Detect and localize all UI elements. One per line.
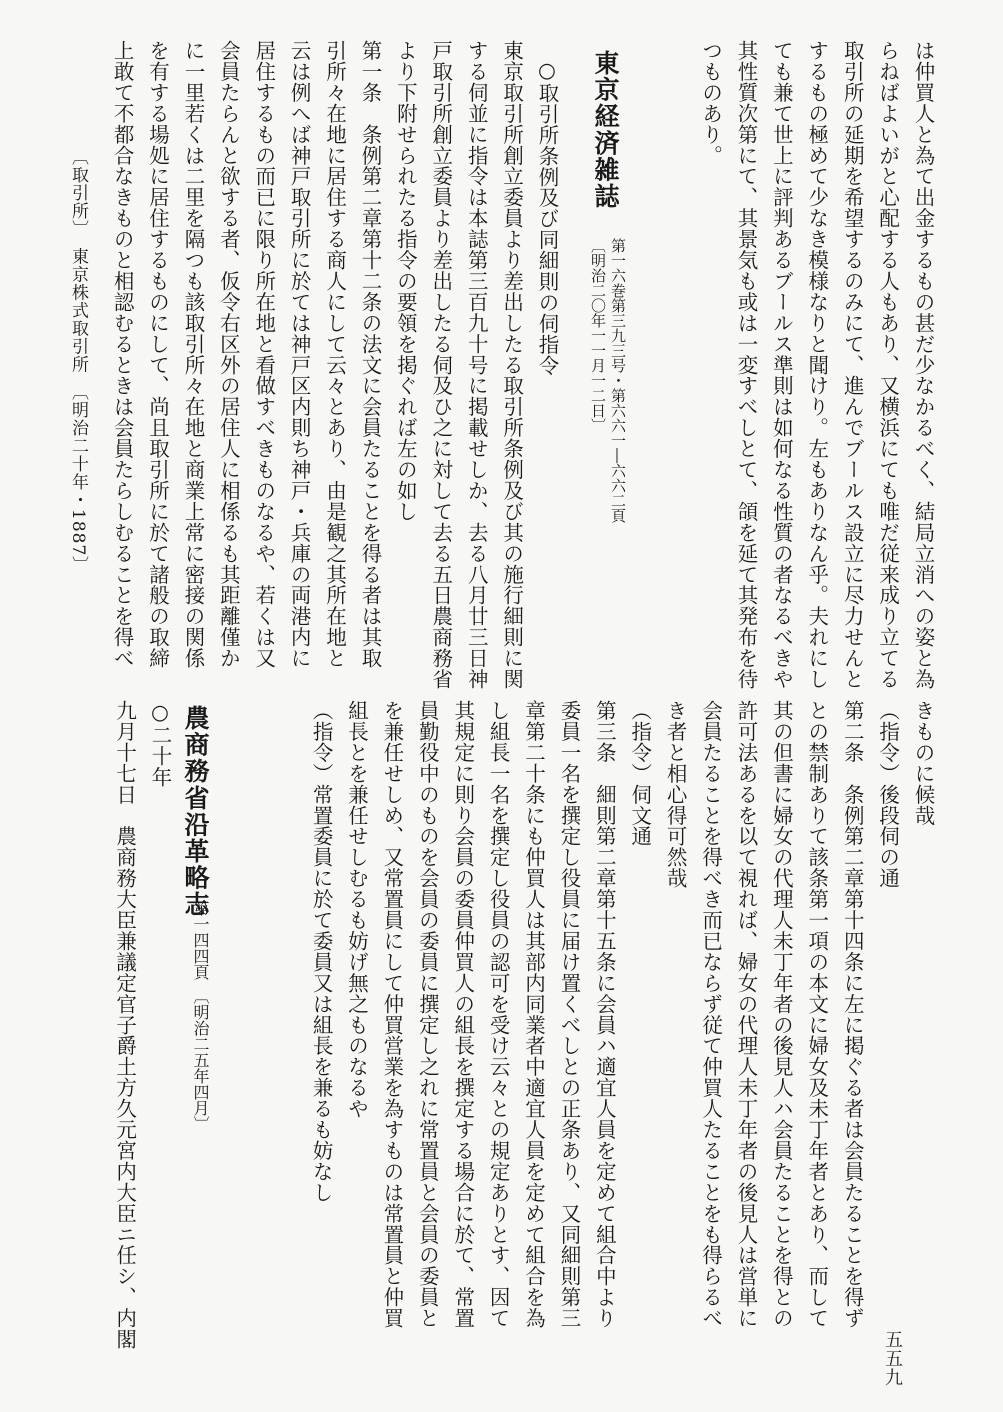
text-line: 其性質次第にて、其景気も或は一変すべしとて、頜を延て其発布を待 — [733, 40, 758, 690]
article-continuation-lower — [260, 700, 940, 1340]
text-line: を有する場処に居住するものにして、尚且取引所に於て諸般の取締 — [145, 40, 170, 669]
text-line: に一里若くは二里を隔つも該取引所々在地と商業上常に密接の関係 — [180, 40, 205, 669]
text-line: し組長一名を撰定し役員の認可を受け云々との規定ありとす、因て — [486, 700, 511, 1329]
text-line: 九月十七日 農商務大臣兼議定官子爵土方久元宮内大臣ニ任シ、内閣 — [112, 700, 137, 1350]
lower-title-text: 農商務省沿革略志 — [181, 705, 210, 918]
text-line: 東京取引所創立委員より差出したる取引所条例及び其の施行細則に関 — [499, 40, 524, 690]
citation-line: 〔明治二〇年一一月一二日〕 — [589, 238, 607, 433]
page-number: 五五九 — [882, 1330, 903, 1387]
text-line: より下附せられたる指令の要領を掲ぐれば左の如し — [393, 40, 418, 522]
text-line: 取引所の延期を希望するのみにて、進んでブールス設立に尽力せんと — [840, 40, 865, 690]
text-line: 委員一名を撰定し役員に届け置くべしとの正条あり、又同細則第三 — [556, 700, 581, 1329]
text-line: 許可法あるを以て視れば、婦女の代理人未丁年者の後見人は営単に — [733, 700, 758, 1329]
article-continuation — [690, 40, 940, 690]
text-line: するもの極めて少なき模様なりと聞けり。左もありなん乎。夫れにし — [804, 40, 829, 690]
text-line: 其の但書に婦女の代理人未丁年者の後見人ハ会員たることを得との — [769, 700, 794, 1329]
text-line: 第二条 条例第二章第十四条に左に掲ぐる者は会員たることを得ず — [840, 700, 865, 1329]
journal-title — [585, 50, 625, 250]
running-footer — [60, 148, 90, 708]
footer-text: 〔取引所〕 東京株式取引所 〔明治二十年・1887〕 — [68, 148, 88, 575]
chronology-entry — [102, 700, 177, 1350]
text-line: 第一条 条例第二章第十二条の法文に会員たることを得る者は其取 — [357, 40, 382, 669]
text-line: 員勤役中のものを会員の委員に撰定し之れに常置員と会員の委員と — [415, 700, 440, 1329]
text-line: する伺並に指令は本誌第三百九十号に掲載せしか、去る八月廿三日神 — [464, 40, 489, 690]
text-line: ても兼て世上に評判あるブールス準則は如何なる性質の者なるべきや — [769, 40, 794, 690]
text-line: との禁制ありて該条第一項の本文に婦女及未丁年者とあり、而して — [804, 700, 829, 1329]
text-line: （指令）伺文通 — [627, 700, 652, 847]
year-heading: ○二十年 — [148, 700, 172, 788]
text-line: を兼任せしめ、又常置員にして仲買営業を為すものは常置員と仲買 — [379, 700, 404, 1329]
text-line: 引所々在地に居住する商人にして云々とあり、由是観之其所在地と — [322, 40, 347, 669]
text-line: 其規定に則り会員の委員仲買人の組長を撰定する場合に於て、常置 — [450, 700, 475, 1329]
article-body — [104, 40, 564, 690]
text-line: （指令）後段伺の通 — [875, 700, 900, 889]
lower-citation-text: 第一四四頁 〔明治二五年四月〕 — [191, 900, 210, 1132]
text-line: 云は例へば神戸取引所に於ては神戸区内則ち神戸・兵庫の両港内に — [287, 40, 312, 669]
journal-citation — [588, 238, 628, 523]
section-heading: ○取引所条例及び同細則の伺指令 — [535, 58, 559, 376]
text-line: つものあり。 — [698, 40, 723, 166]
text-line: 第三条 細則第二章第十五条に会員ハ適宜人員を定めて組合中より — [592, 700, 617, 1329]
text-line: きものに候哉 — [911, 700, 935, 826]
text-line: 章第二十条にも仲買人は其部内同業者中適宜人員を定めて組合を為 — [521, 700, 546, 1329]
text-line: は仲買人と為て出金するもの甚だ少なかるべく、結局立消への姿と為 — [911, 40, 935, 690]
text-line: 会員たることを得べき而已ならず従て仲買人たることをも得らるべ — [698, 700, 723, 1329]
citation-line: 第一六巻第三九三号・第六六一―六六二頁 — [609, 238, 627, 523]
text-line: き者と相心得可然哉 — [663, 700, 688, 889]
text-line: 会員たらんと欲する者、仮令右区外の居住人に相係るも其距離僅か — [216, 40, 241, 669]
lower-citation — [182, 900, 212, 1140]
text-line: 組長とを兼任せしむるも妨げ無之ものなるや — [344, 700, 369, 1119]
text-line: （指令）常置委員に於て委員又は組長を兼るも妨なし — [309, 700, 334, 1203]
journal-title-text: 東京経済雑誌 — [591, 50, 620, 210]
text-line: 上敢て不都合なきものと相認むるときは会員たらしむることを得べ — [110, 40, 135, 669]
text-line: 居住するもの而已に限り所在地と看做すべきものなるや、若くは又 — [251, 40, 276, 669]
text-line: 戸取引所創立委員より差出したる伺及ひ之に対して去る五日農商務省 — [428, 40, 453, 690]
text-line: らねばよいがと心配する人もあり、又横浜にても唯だ従来成り立てる — [875, 40, 900, 690]
